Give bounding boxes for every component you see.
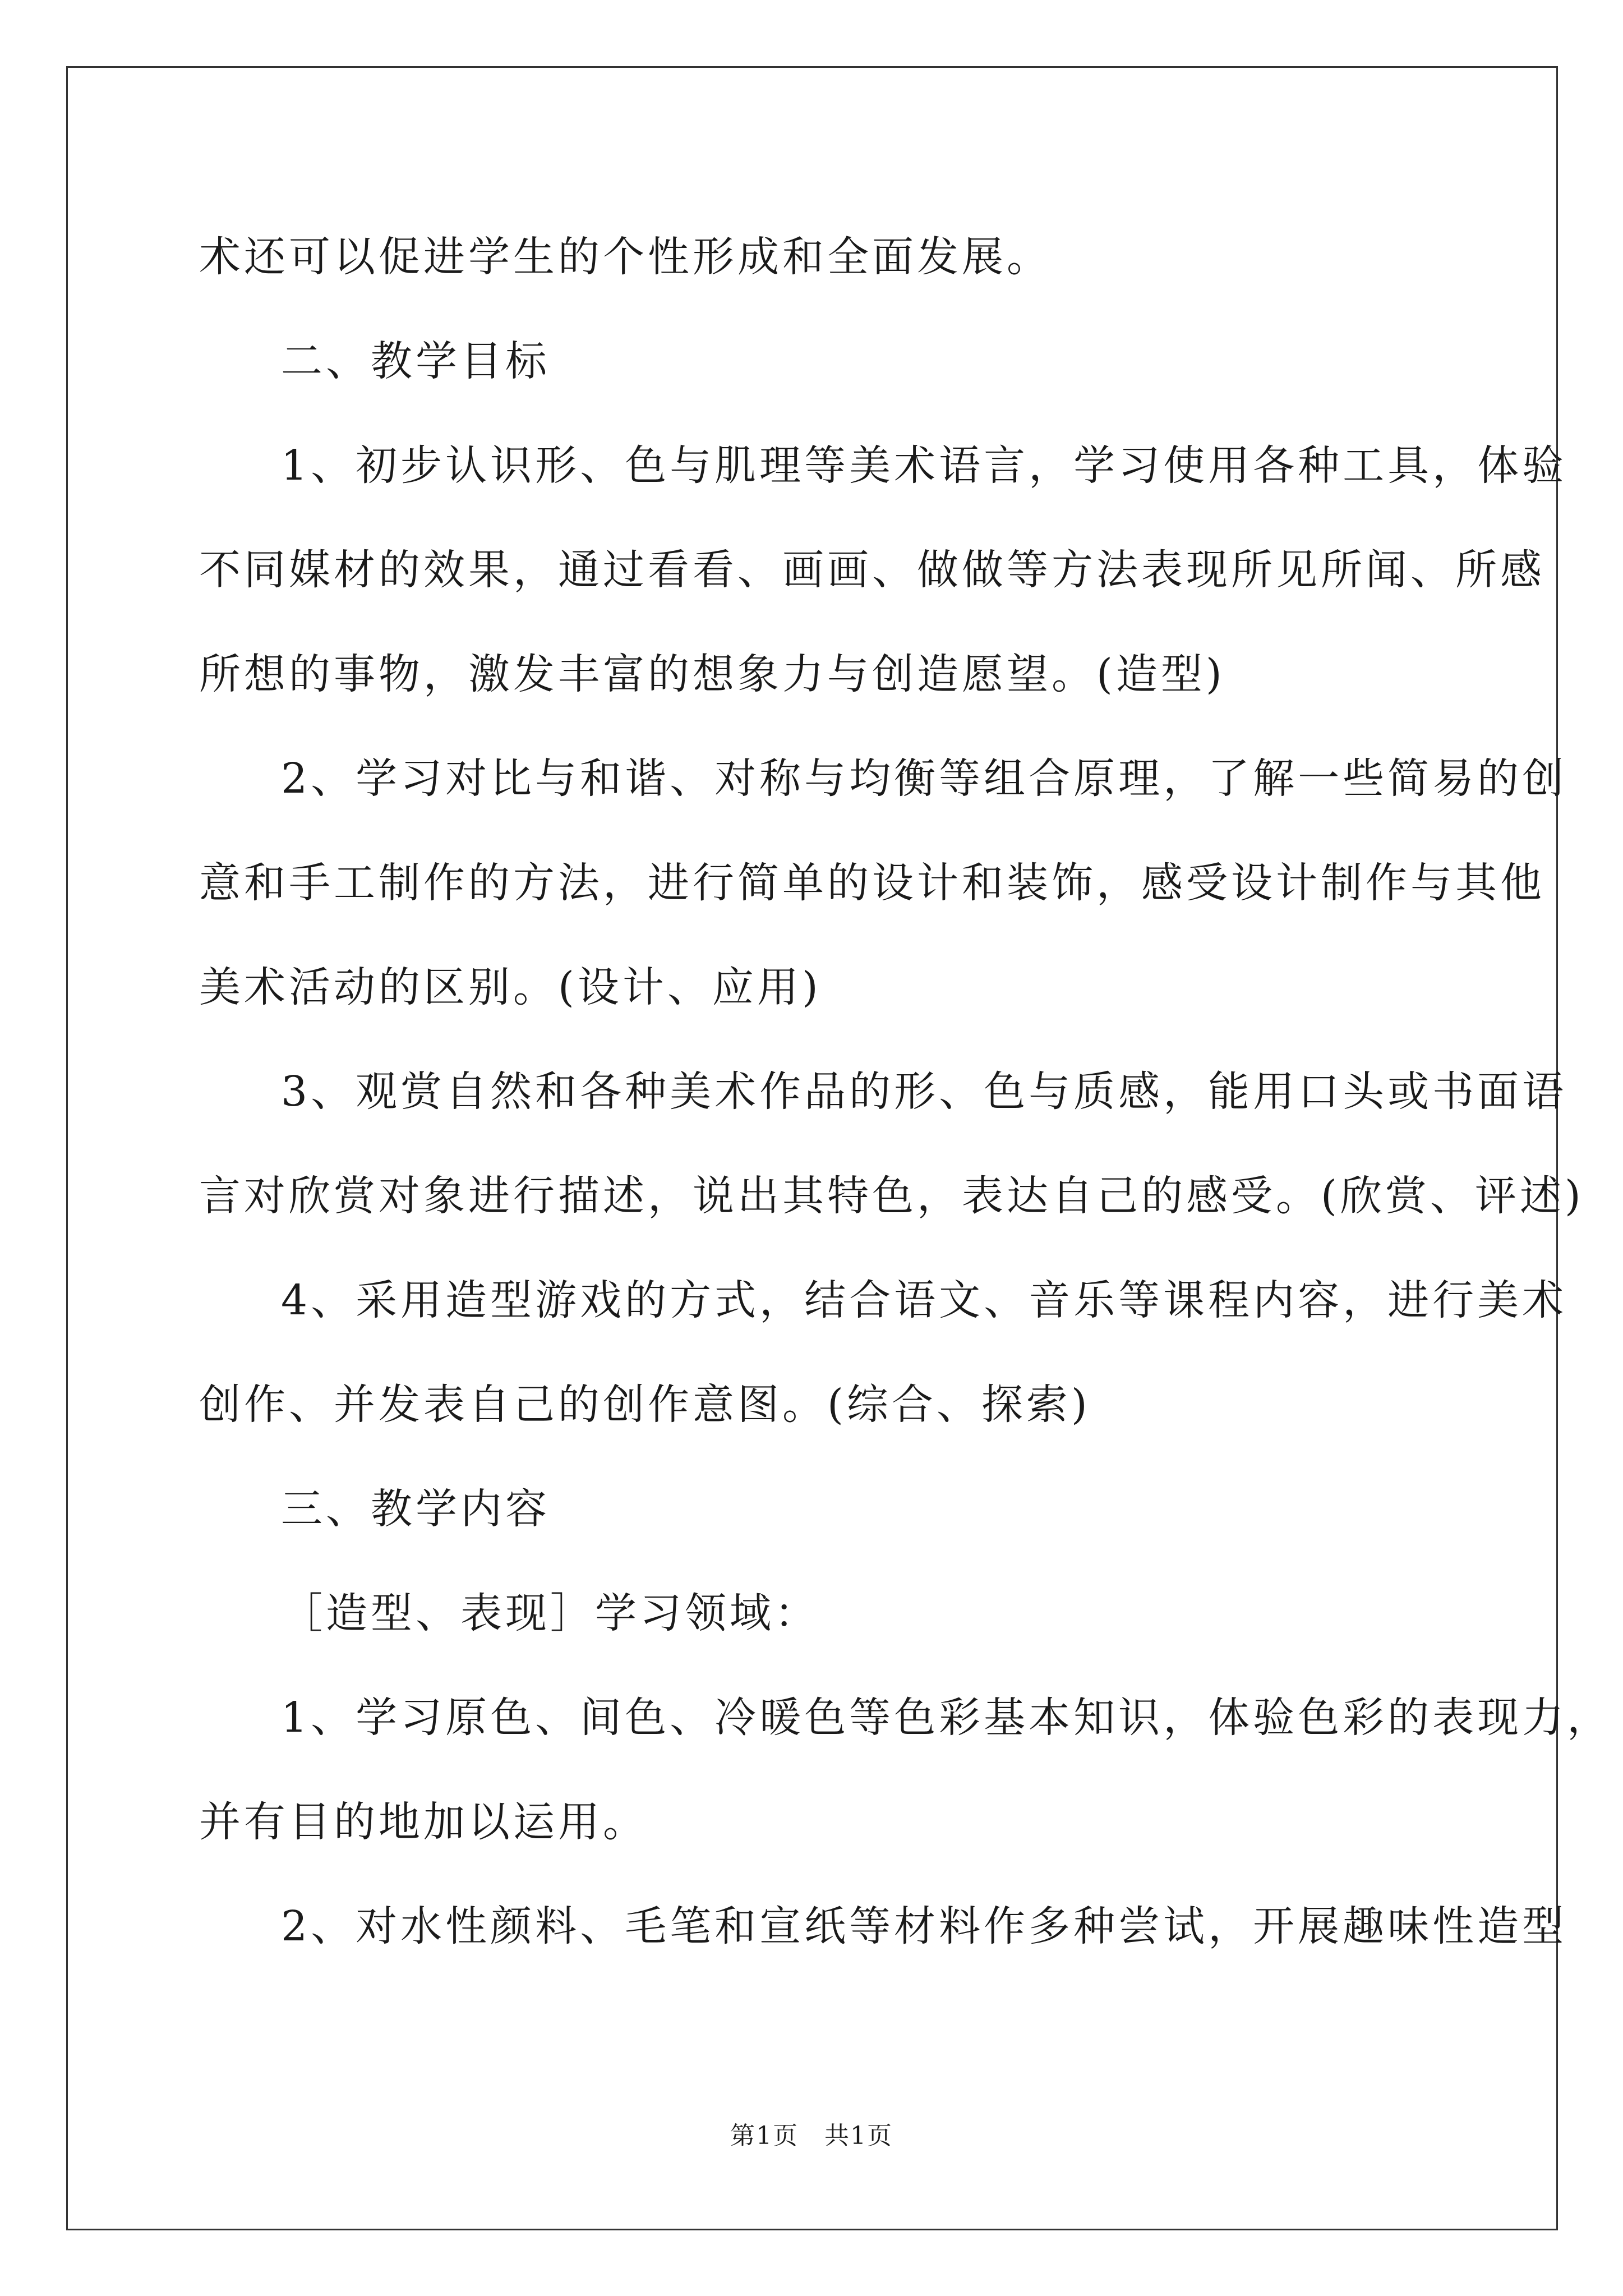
text-line: 意和手工制作的方法，进行简单的设计和装饰，感受设计制作与其他 <box>199 859 1545 907</box>
text-line: 2、学习对比与和谐、对称与均衡等组合原理，了解一些简易的创 <box>281 754 1567 803</box>
text-line: 创作、并发表自己的创作意图。(综合、探索) <box>199 1381 1091 1429</box>
text-line: 2、对水性颜料、毛笔和宣纸等材料作多种尝试，开展趣味性造型 <box>281 1902 1567 1950</box>
text-line: 3、观赏自然和各种美术作品的形、色与质感，能用口头或书面语 <box>281 1068 1567 1116</box>
section-heading: 三、教学内容 <box>281 1485 550 1533</box>
text-line: 1、初步认识形、色与肌理等美术语言，学习使用各种工具，体验 <box>281 441 1567 490</box>
text-line: 术还可以促进学生的个性形成和全面发展。 <box>199 233 1052 281</box>
text-line: 1、学习原色、间色、冷暖色等色彩基本知识，体验色彩的表现力， <box>281 1694 1612 1742</box>
subsection-heading: ［造型、表现］学习领域： <box>281 1589 819 1637</box>
text-line: 并有目的地加以运用。 <box>199 1798 648 1846</box>
text-line: 4、采用造型游戏的方式，结合语文、音乐等课程内容，进行美术 <box>281 1276 1567 1324</box>
text-line: 不同媒材的效果，通过看看、画画、做做等方法表现所见所闻、所感 <box>199 546 1545 594</box>
text-line: 所想的事物，激发丰富的想象力与创造愿望。(造型) <box>199 650 1225 698</box>
section-heading: 二、教学目标 <box>281 337 550 385</box>
document-body <box>199 205 1612 1978</box>
text-line: 美术活动的区别。(设计、应用) <box>199 963 822 1011</box>
text-line: 言对欣赏对象进行描述，说出其特色，表达自己的感受。(欣赏、评述) <box>199 1172 1584 1220</box>
page-number-footer: 第1页 共1页 <box>730 2122 893 2150</box>
